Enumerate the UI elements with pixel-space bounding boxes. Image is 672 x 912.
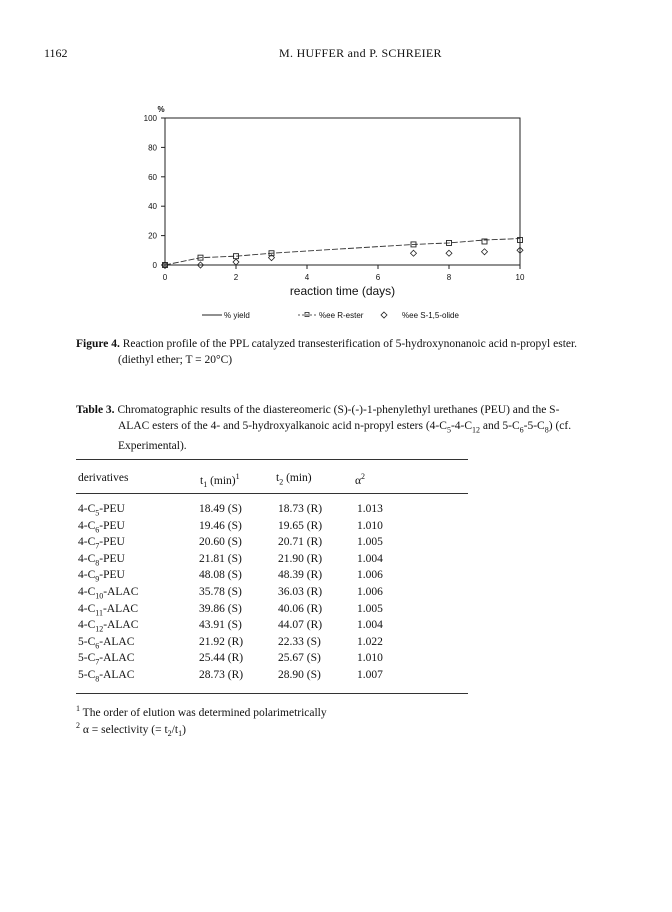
cell-alpha: 1.006 (357, 586, 383, 598)
cell-alpha: 1.004 (357, 619, 383, 632)
x-tick-label: 8 (446, 273, 452, 282)
y-tick-label: 60 (148, 172, 157, 182)
table-bottom-rule (76, 693, 468, 694)
cell-derivative: $4-C_{10}$-ALAC (78, 586, 139, 601)
y-axis-label: % (157, 105, 165, 114)
y-tick-label: 100 (143, 114, 157, 123)
cell-alpha: 1.005 (357, 536, 383, 549)
plot-frame (165, 118, 520, 265)
table-header-rule (76, 493, 468, 494)
table-caption-line1: Chromatographic results of the diastereomeric (S)-(-)-1-phenylethyl urethanes (PEU) and the S- (117, 404, 560, 416)
table-caption-line3: Experimental). (118, 440, 187, 453)
cell-t1: 25.44 (R) (199, 652, 244, 665)
cell-t2: 48.39 (R) (278, 569, 323, 582)
cell-derivative: $5-C_8$-ALAC (78, 669, 135, 684)
cell-t1: 18.49 (S) (199, 503, 242, 515)
cell-t1: 43.91 (S) (199, 619, 242, 632)
x-tick-label: 4 (304, 273, 310, 282)
cell-derivative: $5-C_6$-ALAC (78, 635, 135, 651)
y-tick-label: 40 (148, 202, 157, 212)
table-caption (76, 402, 646, 454)
olide-marker (482, 249, 488, 255)
cell-t2: 20.71 (R) (278, 536, 323, 549)
cell-alpha: 1.013 (357, 503, 383, 515)
cell-derivative: $4-C_{12}$-ALAC (78, 619, 139, 634)
legend-olide-label: %ee S-1,5-olide (402, 311, 459, 320)
header-t1: $t_1$ $(\min)^1$ (200, 472, 240, 490)
x-tick-label: 10 (515, 273, 525, 282)
cell-t2: 18.73 (R) (278, 503, 323, 515)
header-t2: $t_2$ (min) (276, 472, 312, 487)
legend-yield-label: % yield (224, 311, 250, 320)
cell-derivative: $4-C_8$-PEU (78, 552, 125, 568)
cell-t1: 35.78 (S) (199, 586, 242, 598)
cell-t2: 19.65 (R) (278, 519, 323, 532)
cell-derivative: $4-C_{11}$-ALAC (78, 602, 139, 617)
table-label: Table 3. (76, 404, 115, 416)
olide-marker (233, 259, 239, 265)
x-tick-label: 2 (233, 273, 239, 282)
legend-olide-swatch (381, 312, 387, 318)
header-derivatives: derivatives (78, 472, 129, 484)
cell-derivative: $4-C_5$-PEU (78, 503, 125, 518)
cell-t1: 48.08 (S) (199, 569, 242, 582)
olide-marker (446, 250, 452, 256)
cell-t1: 19.46 (S) (199, 519, 242, 532)
figure-label: Figure 4. (76, 338, 120, 350)
cell-derivative: $4-C_7$-PEU (78, 536, 125, 551)
footnote-1: $^1$ The order of elution was determined polarimetrically (76, 704, 327, 719)
yield-line (165, 239, 520, 265)
reaction-profile-chart (120, 100, 540, 330)
figure-caption-text: Reaction profile of the PPL catalyzed transesterification of 5-hydroxynonanoic acid n-propyl ester. (122, 338, 578, 350)
cell-alpha: 1.022 (357, 635, 383, 648)
table-caption-line2: ALAC esters of the 4- and 5-hydroxyalkanoic acid n-propyl esters ($4-C_5-4-C_{12}$ and $5-C_6-5-C_8$) (cf. (118, 420, 572, 435)
y-tick-label: 80 (148, 143, 157, 153)
cell-alpha: 1.006 (357, 569, 383, 582)
cell-t2: 25.67 (S) (278, 652, 321, 665)
cell-t1: 21.81 (S) (199, 552, 242, 565)
page-number: 1162 (44, 46, 68, 60)
cell-t1: 39.86 (S) (199, 602, 242, 615)
cell-alpha: 1.010 (357, 519, 383, 532)
cell-t2: 21.90 (R) (278, 552, 323, 565)
legend-ester-swatch (305, 313, 309, 317)
x-axis-label: reaction time (days) (289, 284, 396, 298)
cell-alpha: 1.005 (357, 602, 383, 615)
legend-ester-label: %ee R-ester (319, 311, 364, 320)
cell-t1: 28.73 (R) (199, 669, 244, 681)
running-head: M. HUFFER and P. SCHREIER (279, 46, 442, 60)
cell-t2: 36.03 (R) (278, 586, 323, 598)
cell-derivative: $5-C_7$-ALAC (78, 652, 135, 667)
figure-caption (76, 336, 636, 368)
y-tick-label: 0 (152, 261, 157, 270)
figure-caption-line2: (diethyl ether; T = 20°C) (118, 354, 233, 366)
cell-derivative: $4-C_9$-PEU (78, 569, 125, 584)
cell-t1: 21.92 (R) (199, 635, 244, 648)
footnote-2: $^2$ α = selectivity (= $t_2/t_1$) (76, 721, 186, 739)
cell-t2: 22.33 (S) (278, 635, 321, 648)
cell-alpha: 1.010 (357, 652, 383, 665)
cell-derivative: $4-C_6$-PEU (78, 519, 125, 534)
cell-t2: 44.07 (R) (278, 619, 323, 632)
x-tick-label: 6 (375, 273, 381, 282)
cell-t1: 20.60 (S) (199, 536, 242, 549)
x-tick-label: 0 (162, 273, 168, 282)
header-alpha: $\alpha^2$ (355, 472, 366, 487)
table-top-rule (76, 459, 468, 460)
cell-alpha: 1.007 (357, 669, 383, 681)
cell-t2: 40.06 (R) (278, 602, 323, 615)
y-tick-label: 20 (148, 231, 157, 241)
cell-t2: 28.90 (S) (278, 669, 321, 681)
cell-alpha: 1.004 (357, 552, 383, 565)
olide-marker (411, 250, 417, 256)
